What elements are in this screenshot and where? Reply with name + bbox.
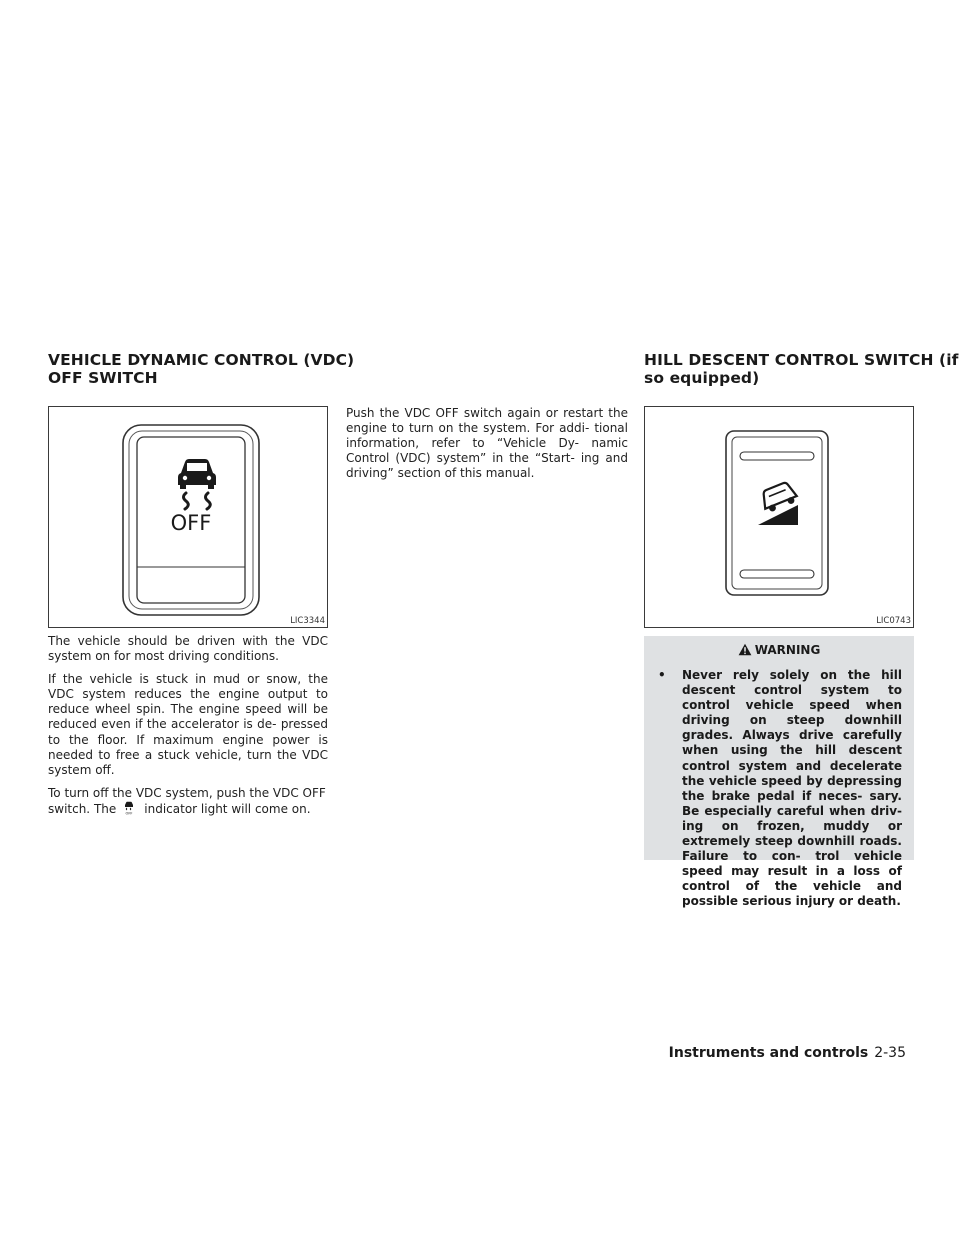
vdc-continued-text bbox=[346, 406, 628, 489]
vdc-paragraph-3 bbox=[48, 786, 328, 817]
warning-triangle-icon bbox=[738, 643, 752, 656]
hdc-warning-box bbox=[644, 636, 914, 909]
hill-descent-switch-icon bbox=[645, 407, 913, 627]
vdc-body-text bbox=[48, 634, 328, 825]
hdc-section-heading bbox=[644, 351, 958, 387]
warning-title bbox=[644, 636, 914, 664]
vdc-paragraph-3-start: To turn off the VDC system, push the VDC OFF switch. The bbox=[48, 785, 326, 816]
vdc-off-indicator-icon bbox=[120, 801, 138, 815]
vdc-switch-off-label: OFF bbox=[170, 511, 212, 535]
warning-text: Never rely solely on the hill descent control system to control vehicle speed when driving on steep downhill grades. Always drive carefully when using the hill descent control system and decelerate the vehicle speed by depressing the brake pedal if neces- sary. Be especially careful when driv- ing on frozen, muddy or extremely steep downhill roads. Failure to con- trol vehicle speed may result in a loss of control of the vehicle and possible serious injury or death. bbox=[682, 668, 902, 909]
vdc-paragraph-3-end: indicator light will come on. bbox=[144, 801, 311, 816]
warning-title-text: WARNING bbox=[754, 643, 821, 657]
vdc-paragraph-4: Push the VDC OFF switch again or restart the engine to turn on the system. For addi- tional information, refer to “Vehicle Dy- namic Control (VDC) system” in the “Start- ing and driving” section of this manual. bbox=[346, 406, 628, 481]
vdc-section-heading bbox=[48, 351, 354, 387]
vdc-off-switch-figure bbox=[48, 406, 328, 628]
hdc-heading-line2: so equipped) bbox=[644, 369, 760, 387]
svg-text:OFF: OFF bbox=[125, 811, 133, 815]
warning-bullet: • bbox=[658, 668, 666, 682]
hdc-heading-line1: HILL DESCENT CONTROL SWITCH (if bbox=[644, 351, 959, 369]
warning-body bbox=[644, 668, 914, 910]
page-footer bbox=[669, 1045, 906, 1061]
vdc-figure-code: LIC3344 bbox=[290, 616, 325, 626]
vdc-paragraph-2: If the vehicle is stuck in mud or snow, the VDC system reduces the engine output to reduce wheel spin. The engine speed will be reduced even if the accelerator is de- pressed to the floor. If maximum engine power is needed to free a stuck vehicle, turn the VDC system off. bbox=[48, 672, 328, 777]
footer-section-title: Instruments and controls bbox=[668, 1045, 869, 1061]
hdc-figure-code: LIC0743 bbox=[876, 616, 911, 626]
vdc-heading-line1: VEHICLE DYNAMIC CONTROL (VDC) bbox=[48, 351, 355, 369]
vdc-heading-line2: OFF SWITCH bbox=[48, 369, 158, 387]
footer-page-number: 2-35 bbox=[874, 1045, 906, 1061]
hill-descent-switch-figure bbox=[644, 406, 914, 628]
vdc-paragraph-1: The vehicle should be driven with the VDC system on for most driving conditions. bbox=[48, 634, 328, 664]
